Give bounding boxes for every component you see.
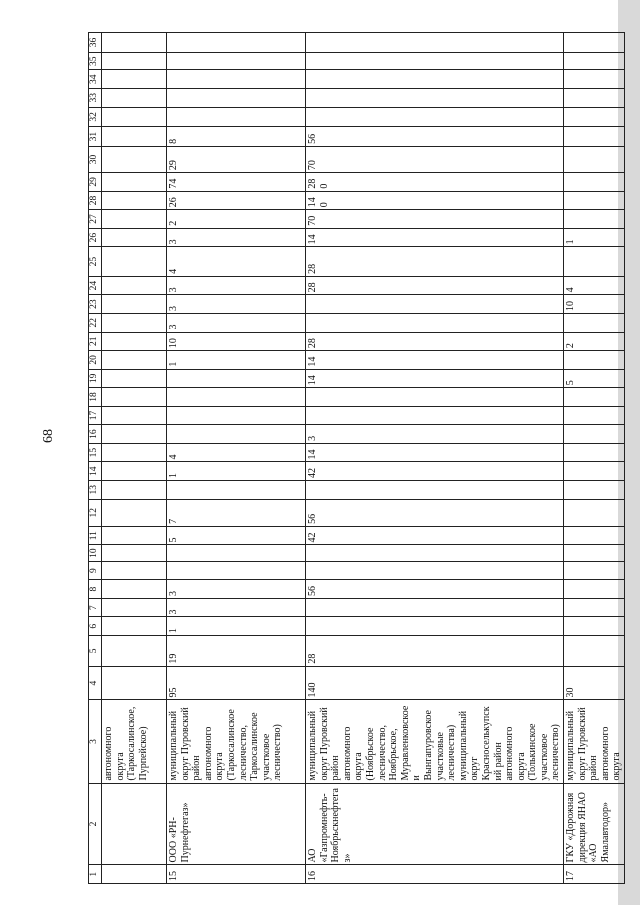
value-cell: [102, 33, 167, 53]
header-cell: 17: [89, 406, 102, 425]
value-cell: [167, 406, 306, 425]
value-cell: 26: [167, 191, 306, 210]
location-cell: муниципальный округ Пуровский район автономного округа (Ноябрьское лесничество, Ноябрьское, Муравленковское и Вынгапуровское участковые лесничества) муниципальный округ Красноселькупский район автономного округа (Толькинское участковое лесничество): [306, 700, 564, 783]
location-cell: муниципальный округ Пуровский район автономного округа: [564, 700, 625, 783]
header-cell: 34: [89, 70, 102, 89]
value-cell: [102, 146, 167, 172]
value-cell: 2: [564, 332, 625, 351]
table-row: [167, 33, 306, 884]
organization-cell: ООО «РН-Пурнефтегаз»: [167, 783, 306, 865]
value-cell: 4: [167, 247, 306, 276]
value-cell: [102, 191, 167, 210]
value-cell: 140: [306, 191, 564, 210]
value-cell: 95: [167, 666, 306, 700]
value-cell: [167, 481, 306, 500]
value-cell: [102, 351, 167, 370]
value-cell: 42: [306, 462, 564, 481]
header-cell: 14: [89, 462, 102, 481]
value-cell: [306, 617, 564, 636]
value-cell: 1: [167, 351, 306, 370]
header-cell: 24: [89, 276, 102, 295]
value-cell: [564, 481, 625, 500]
header-cell: 30: [89, 146, 102, 172]
value-cell: [167, 107, 306, 127]
value-cell: [102, 276, 167, 295]
value-cell: 3: [306, 425, 564, 444]
value-cell: [102, 406, 167, 425]
value-cell: 1: [167, 462, 306, 481]
value-cell: [306, 388, 564, 407]
value-cell: [306, 89, 564, 108]
table-row: [564, 33, 625, 884]
value-cell: 30: [564, 666, 625, 700]
value-cell: [564, 499, 625, 526]
value-cell: [306, 313, 564, 332]
value-cell: [564, 561, 625, 580]
value-cell: [102, 636, 167, 667]
value-cell: [102, 210, 167, 229]
value-cell: [306, 406, 564, 425]
value-cell: [564, 545, 625, 561]
value-cell: 28: [306, 276, 564, 295]
value-cell: 4: [167, 443, 306, 462]
value-cell: 10: [167, 332, 306, 351]
header-cell: 35: [89, 52, 102, 69]
value-cell: 140: [306, 666, 564, 700]
value-cell: [564, 526, 625, 545]
value-cell: [102, 313, 167, 332]
value-cell: 14: [306, 443, 564, 462]
value-cell: 56: [306, 127, 564, 147]
row-number-cell: 16: [306, 865, 564, 884]
header-cell: 26: [89, 228, 102, 247]
value-cell: [102, 369, 167, 388]
header-cell: 1: [89, 865, 102, 884]
header-cell: 25: [89, 247, 102, 276]
value-cell: [102, 526, 167, 545]
value-cell: [564, 191, 625, 210]
value-cell: [167, 369, 306, 388]
value-cell: 3: [167, 295, 306, 314]
value-cell: [102, 89, 167, 108]
value-cell: [564, 351, 625, 370]
value-cell: [167, 545, 306, 561]
header-cell: 19: [89, 369, 102, 388]
value-cell: 70: [306, 146, 564, 172]
header-cell: 31: [89, 127, 102, 147]
organization-cell: ГКУ «Дорожная дирекция ЯНАО «АО Ямалавтодор»: [564, 783, 625, 865]
value-cell: [564, 406, 625, 425]
value-cell: [167, 89, 306, 108]
header-cell: 12: [89, 499, 102, 526]
value-cell: [167, 561, 306, 580]
value-cell: [102, 666, 167, 700]
value-cell: [167, 425, 306, 444]
value-cell: [564, 617, 625, 636]
value-cell: [167, 388, 306, 407]
value-cell: [102, 499, 167, 526]
value-cell: 3: [167, 276, 306, 295]
rotated-table-wrapper: [88, 32, 623, 884]
value-cell: [564, 580, 625, 599]
header-cell: 11: [89, 526, 102, 545]
value-cell: [564, 52, 625, 69]
value-cell: [564, 107, 625, 127]
value-cell: [167, 70, 306, 89]
header-cell: 2: [89, 783, 102, 865]
header-cell: 21: [89, 332, 102, 351]
value-cell: [306, 295, 564, 314]
value-cell: 74: [167, 173, 306, 192]
header-cell: 27: [89, 210, 102, 229]
header-cell: 33: [89, 89, 102, 108]
header-cell: 15: [89, 443, 102, 462]
value-cell: [564, 443, 625, 462]
value-cell: [564, 210, 625, 229]
value-cell: [564, 313, 625, 332]
value-cell: [306, 107, 564, 127]
value-cell: 14: [306, 228, 564, 247]
header-cell: 16: [89, 425, 102, 444]
value-cell: [564, 247, 625, 276]
value-cell: [102, 598, 167, 617]
value-cell: [102, 173, 167, 192]
value-cell: [102, 70, 167, 89]
value-cell: 5: [564, 369, 625, 388]
value-cell: [564, 636, 625, 667]
value-cell: 3: [167, 598, 306, 617]
value-cell: [102, 561, 167, 580]
value-cell: [102, 332, 167, 351]
value-cell: [564, 425, 625, 444]
header-cell: 36: [89, 33, 102, 53]
value-cell: 8: [167, 127, 306, 147]
header-cell: 18: [89, 388, 102, 407]
value-cell: [306, 33, 564, 53]
value-cell: 56: [306, 499, 564, 526]
value-cell: [102, 443, 167, 462]
header-cell: 23: [89, 295, 102, 314]
header-cell: 22: [89, 313, 102, 332]
value-cell: [102, 388, 167, 407]
value-cell: [102, 247, 167, 276]
location-cell: автономного округа (Таркосалинское, Пурпейское): [102, 700, 167, 783]
location-cell: муниципальный округ Пуровский район автономного округа (Таркосалинское лесничество, Таркосалинское участковое лесничество): [167, 700, 306, 783]
value-cell: 42: [306, 526, 564, 545]
header-cell: 28: [89, 191, 102, 210]
header-cell: 6: [89, 617, 102, 636]
value-cell: 1: [564, 228, 625, 247]
value-cell: [167, 52, 306, 69]
value-cell: [564, 89, 625, 108]
value-cell: [102, 228, 167, 247]
value-cell: [102, 127, 167, 147]
value-cell: [306, 52, 564, 69]
value-cell: 14: [306, 369, 564, 388]
header-cell: 4: [89, 666, 102, 700]
value-cell: 19: [167, 636, 306, 667]
value-cell: 3: [167, 313, 306, 332]
header-cell: 10: [89, 545, 102, 561]
value-cell: [564, 146, 625, 172]
value-cell: 70: [306, 210, 564, 229]
value-cell: [102, 52, 167, 69]
value-cell: 5: [167, 526, 306, 545]
value-cell: 3: [167, 228, 306, 247]
value-cell: 3: [167, 580, 306, 599]
value-cell: 28: [306, 636, 564, 667]
value-cell: 10: [564, 295, 625, 314]
value-cell: [102, 481, 167, 500]
value-cell: [564, 33, 625, 53]
value-cell: [306, 545, 564, 561]
value-cell: [102, 425, 167, 444]
page-number: 68: [41, 429, 56, 443]
value-cell: 28: [306, 332, 564, 351]
header-cell: 9: [89, 561, 102, 580]
organization-cell: АО «Газпромнефть-Ноябрьскнефтегаз»: [306, 783, 564, 865]
value-cell: [102, 462, 167, 481]
value-cell: 4: [564, 276, 625, 295]
header-cell: 8: [89, 580, 102, 599]
value-cell: [564, 598, 625, 617]
value-cell: [167, 33, 306, 53]
value-cell: 2: [167, 210, 306, 229]
value-cell: 1: [167, 617, 306, 636]
value-cell: [306, 561, 564, 580]
header-cell: 7: [89, 598, 102, 617]
value-cell: [564, 388, 625, 407]
value-cell: 29: [167, 146, 306, 172]
value-cell: 7: [167, 499, 306, 526]
value-cell: 28: [306, 247, 564, 276]
row-number-cell: 15: [167, 865, 306, 884]
value-cell: [306, 598, 564, 617]
value-cell: [564, 462, 625, 481]
header-cell: 5: [89, 636, 102, 667]
value-cell: 280: [306, 173, 564, 192]
header-cell: 29: [89, 173, 102, 192]
value-cell: [564, 70, 625, 89]
header-cell: 32: [89, 107, 102, 127]
value-cell: [306, 481, 564, 500]
value-cell: [306, 70, 564, 89]
value-cell: [102, 107, 167, 127]
header-cell: 20: [89, 351, 102, 370]
value-cell: 56: [306, 580, 564, 599]
value-cell: [564, 173, 625, 192]
value-cell: [102, 580, 167, 599]
value-cell: [102, 617, 167, 636]
value-cell: [564, 127, 625, 147]
header-cell: 3: [89, 700, 102, 783]
table-header-row: [89, 33, 102, 884]
table-row: [102, 33, 167, 884]
value-cell: [102, 295, 167, 314]
row-number-cell: 17: [564, 865, 625, 884]
table-row: [306, 33, 564, 884]
row-number-cell: [102, 865, 167, 884]
data-table: [88, 32, 625, 884]
organization-cell: [102, 783, 167, 865]
header-cell: 13: [89, 481, 102, 500]
value-cell: 14: [306, 351, 564, 370]
value-cell: [102, 545, 167, 561]
